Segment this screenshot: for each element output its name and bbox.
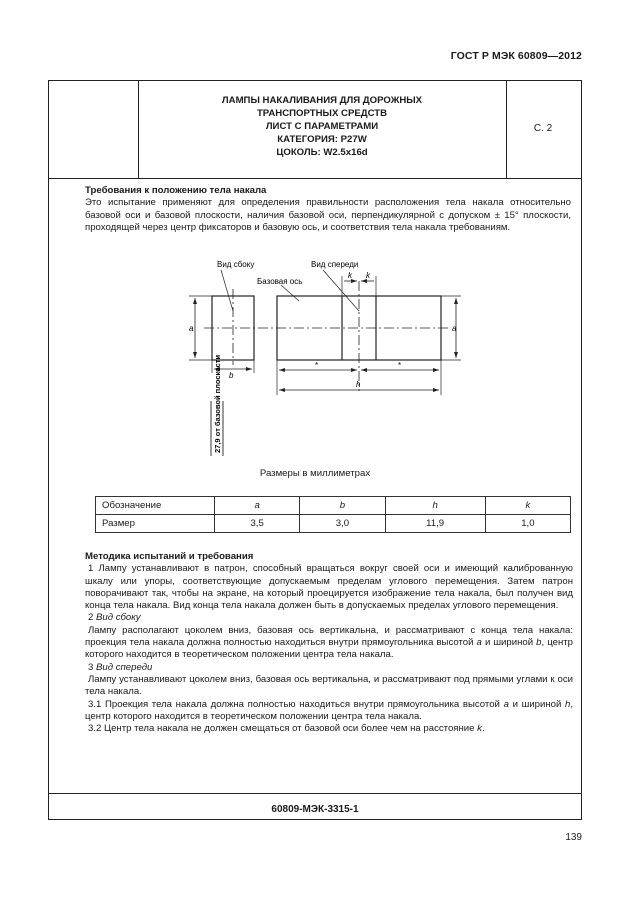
table-cell: b [300, 497, 385, 515]
paragraph-3-title [85, 662, 573, 674]
table-cell: Размер [96, 515, 215, 533]
paragraph-number: 2 [88, 612, 94, 624]
footer-divider [49, 793, 581, 794]
parameters-table [95, 496, 571, 533]
paragraph-2-text: Лампу располагают цоколем вниз, базовая ось вертикальна, и рассматривают с конца тела накала: проекция тела накала должна полностью находиться внутри прямоугольника высотой a и шириной b, центр которого находится в теоретическом положении центра тела накала. [85, 624, 573, 661]
front-view-label: Вид спереди [311, 260, 359, 269]
dim-half-label-left: * [315, 361, 319, 370]
dim-h-label: h [356, 380, 361, 389]
title-line: КАТЕГОРИЯ: P27W [277, 134, 367, 145]
document-frame [48, 80, 582, 820]
section-test-method [85, 551, 573, 735]
title-line: ЛАМПЫ НАКАЛИВАНИЯ ДЛЯ ДОРОЖНЫХ [221, 95, 423, 106]
paragraph-1: 1 Лампу устанавливают в патрон, способный вращаться вокруг своей оси и имеющий калиброванную шкалу или упоры, соответствующие допускаемым пределам углового перемещения. Затем патрон поворачивают так, чтобы на экране, на который проецируется изображение тела накала, был получен вид конца тела накала. Вид конца тела накала должен быть в допускаемых пределах углового перемещения. [85, 563, 573, 612]
sheet-code: 60809-МЭК-3315-1 [271, 804, 359, 815]
table-cell: k [485, 497, 570, 515]
title-block [137, 94, 507, 159]
paragraph-3-1: 3.1 Проекция тела накала должна полностью находиться внутри прямоугольника высотой a и шириной h, центр которого находится в теоретическом положении центра тела накала. [85, 698, 573, 722]
paragraph-number: 3 [88, 661, 94, 673]
dim-a-label-right: a [452, 324, 457, 333]
table-cell: Обозначение [96, 497, 215, 515]
base-plane-label: 27,9 от базовой плоскости [213, 354, 222, 453]
title-block-divider [49, 178, 581, 179]
units-note: Размеры в миллиметрах [259, 468, 371, 479]
dim-half-label-right: * [398, 361, 402, 370]
title-line: ЦОКОЛЬ: W2.5x16d [276, 147, 368, 158]
table-cell: 11,9 [385, 515, 485, 533]
dim-k-label-left: k [348, 271, 352, 280]
table-cell: 1,0 [485, 515, 570, 533]
table-cell: 3,0 [300, 515, 385, 533]
section-heading: Методика испытаний и требования [85, 551, 254, 562]
table-row [96, 515, 571, 533]
paragraph-2-title [85, 612, 573, 624]
title-line: ТРАНСПОРТНЫХ СРЕДСТВ [256, 108, 388, 119]
table-cell: 3,5 [215, 515, 300, 533]
paragraph-3-2: 3.2 Центр тела накала не должен смещаться от базовой оси более чем на расстояние k. [88, 723, 485, 735]
dim-k-label-right: k [366, 271, 370, 280]
filament-diagram [149, 251, 469, 461]
page-label: С. 2 [533, 123, 553, 134]
table-cell: h [385, 497, 485, 515]
page-number: 139 [565, 832, 582, 843]
base-axis-label: Базовая ось [257, 277, 303, 286]
dim-b-label: b [229, 371, 234, 380]
side-view-label: Вид сбоку [217, 260, 255, 269]
section-filament-position [85, 185, 571, 234]
section-heading: Требования к положению тела накала [85, 185, 267, 196]
paragraph-3-text: Лампу устанавливают цоколем вниз, базовая ось вертикальна, и рассматривают под прямыми углами к оси тела накала. [85, 673, 573, 698]
paragraph-title: Вид сбоку [96, 612, 141, 624]
section-paragraph: Это испытание применяют для определения правильности расположения тела накала относительно базовой оси и базовой плоскости, наличия базовой оси, перпендикулярной с допуском ± 15° плоскости, проходящей через центр фиксаторов и базовую ось, и соответствия тела накала требованиям. [85, 197, 571, 233]
table-cell: a [215, 497, 300, 515]
table-header-row [96, 497, 571, 515]
standard-code: ГОСТ Р МЭК 60809—2012 [450, 50, 582, 62]
dim-a-label-left: a [189, 324, 194, 333]
title-line: ЛИСТ С ПАРАМЕТРАМИ [265, 121, 379, 132]
paragraph-title: Вид спереди [96, 661, 153, 673]
